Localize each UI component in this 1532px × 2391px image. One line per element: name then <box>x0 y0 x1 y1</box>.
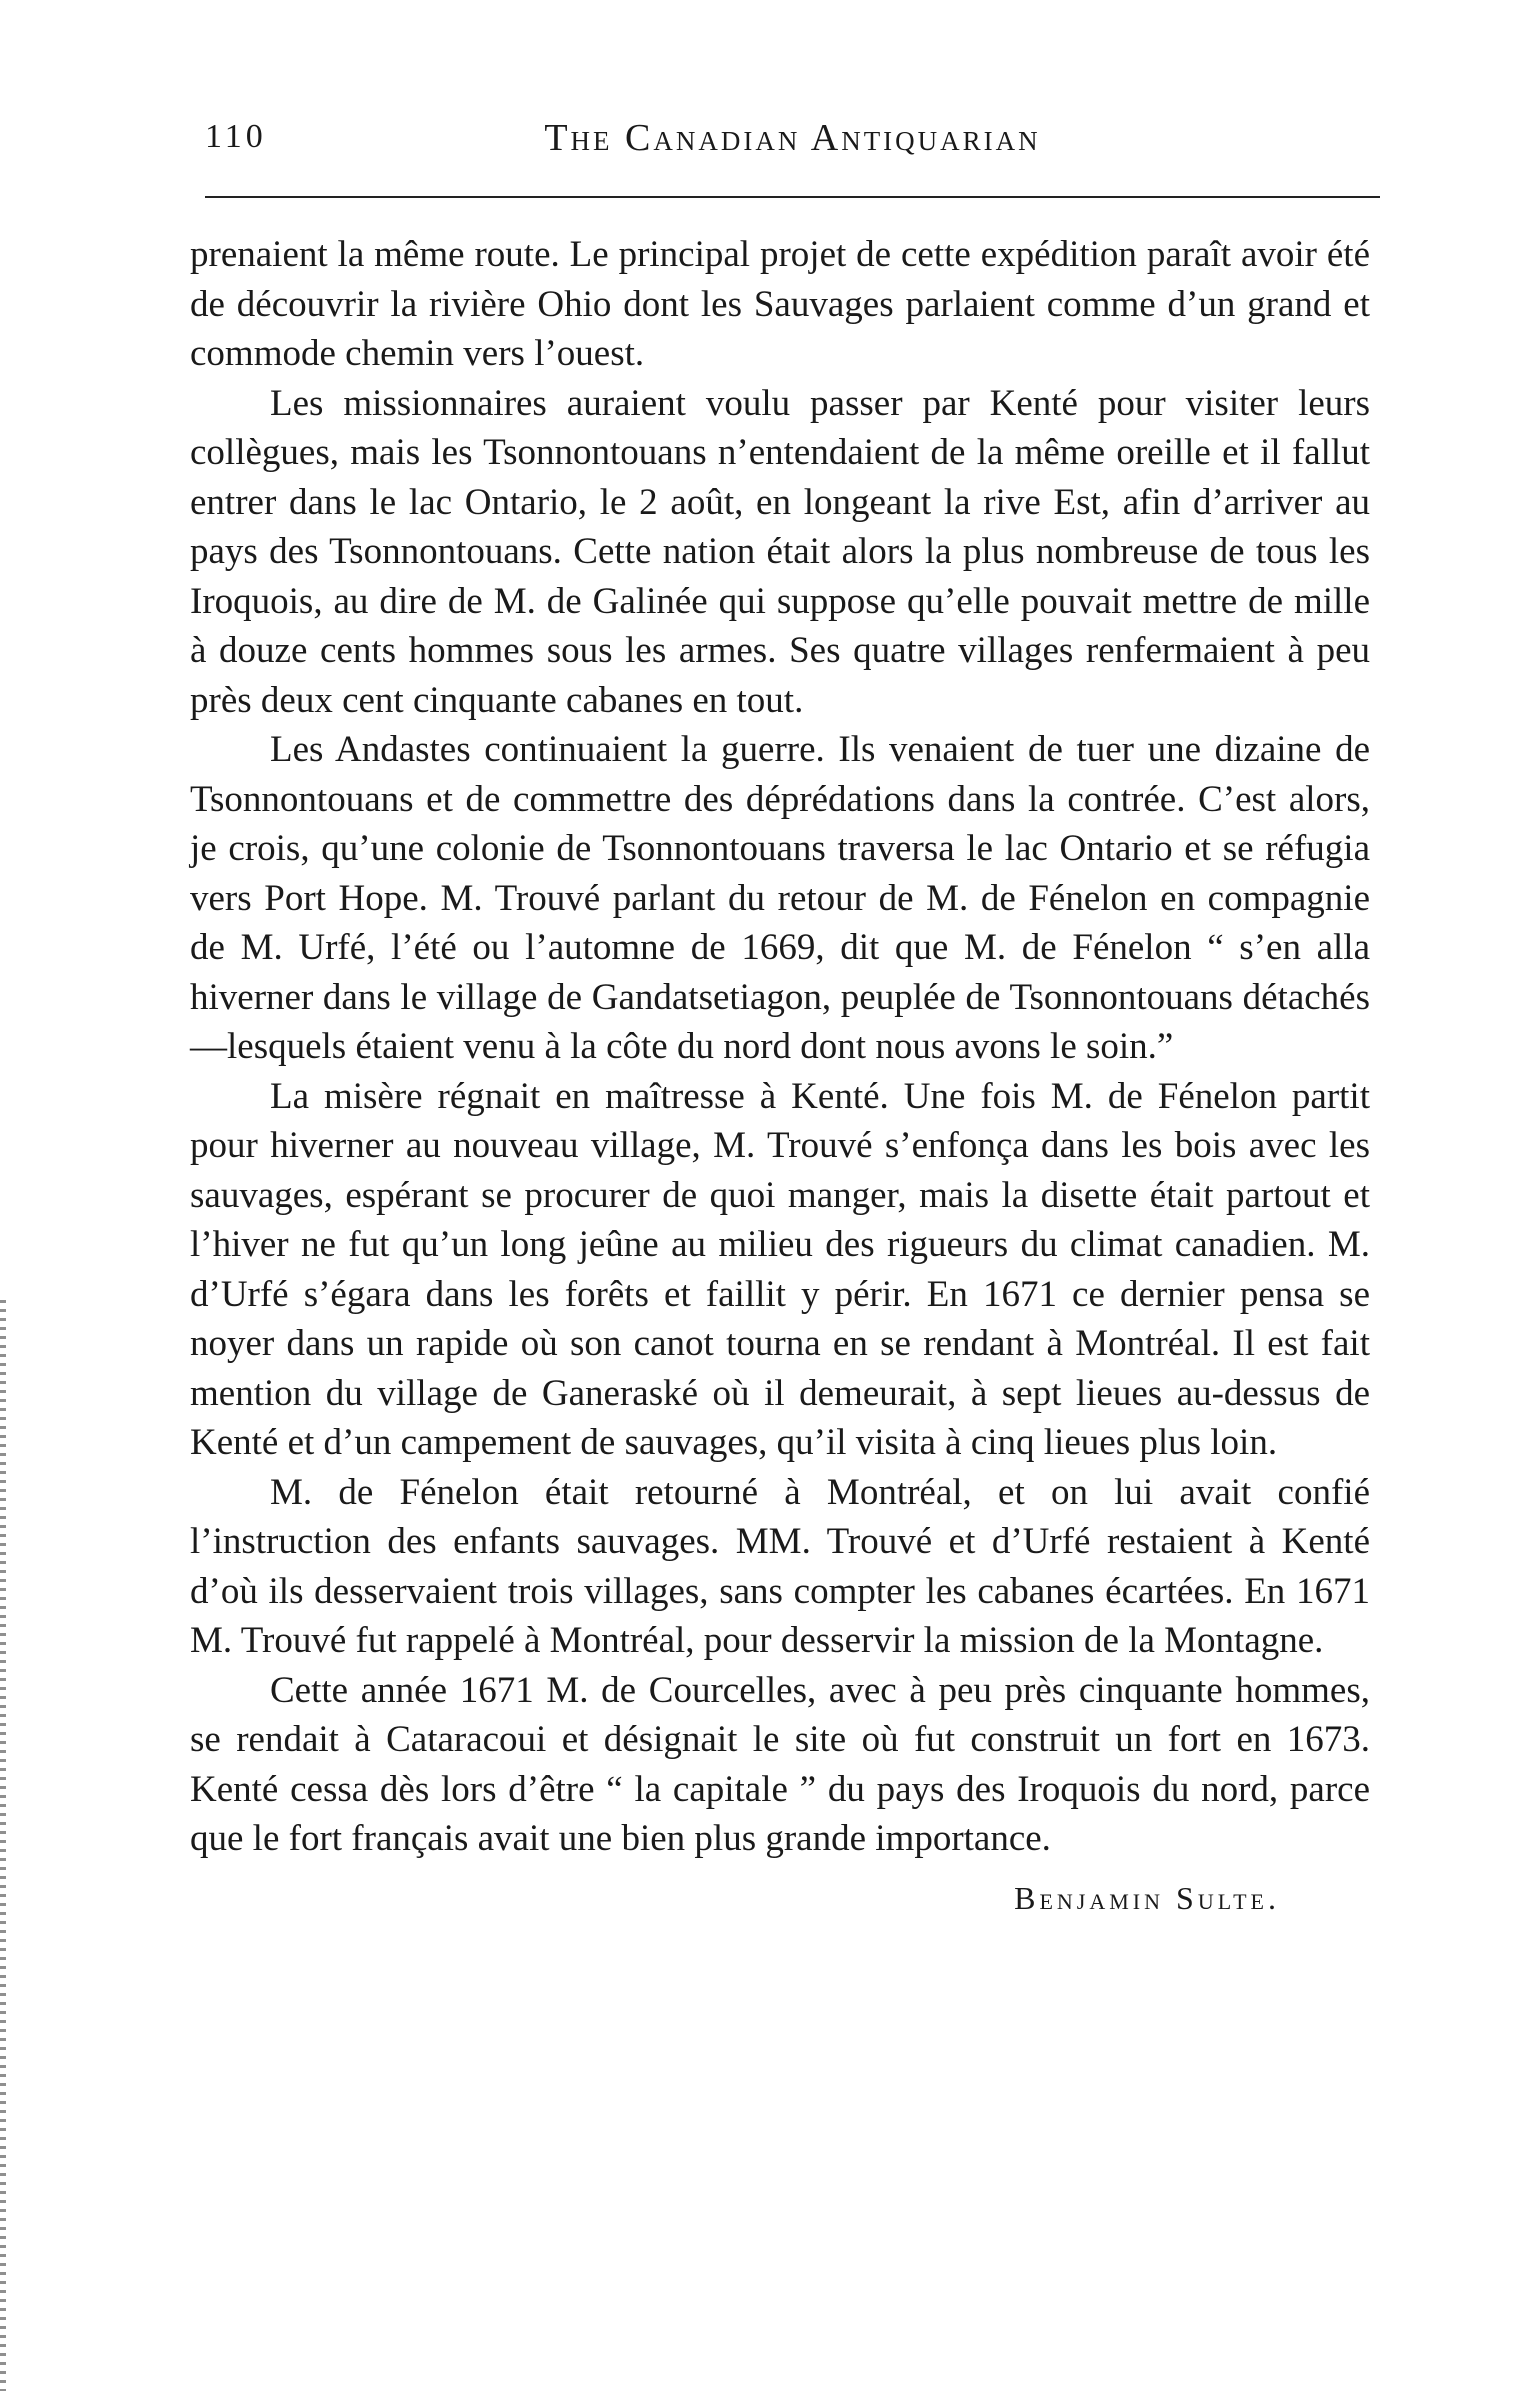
paragraph: prenaient la même route. Le principal projet de cette expédition paraît avoir été de découvrir la rivière Ohio dont les Sauvages parlaient comme d’un grand et commode chemin vers l’ouest. <box>190 234 1370 374</box>
paragraph: La misère régnait en maîtresse à Kenté. Une fois M. de Fénelon partit pour hiverner au nouveau village, M. Trouvé s’enfonça dans les bois avec les sauvages, espérant se procurer de quoi manger, mais la disette était partout et l’hiver ne fut qu’un long jeûne au milieu des rigueurs du climat canadien. M. d’Urfé s’égara dans les forêts et faillit y périr. En 1671 ce dernier pensa se noyer dans un rapide où son canot tourna en se rendant à Montréal. Il est fait mention du village de Ganeraské où il demeurait, à sept lieues au-dessus de Kenté et d’un campement de sauvages, qu’il visita à cinq lieues plus loin. <box>190 1075 1370 1463</box>
scan-edge-artifact <box>0 1300 6 2391</box>
author-signature: Benjamin Sulte. <box>1014 1879 1280 1916</box>
running-title: The Canadian Antiquarian <box>544 117 1041 159</box>
page-number: 110 <box>205 118 267 155</box>
paragraph: Les missionnaires auraient voulu passer par Kenté pour visiter leurs collègues, mais les Tsonnontouans n’entendaient de la même oreille et il fallut entrer dans le lac Ontario, le 2 août, en longeant la rive Est, afin d’arriver au pays des Tsonnontouans. Cette nation était alors la plus nombreuse de tous les Iroquois, au dire de M. de Galinée qui suppose qu’elle pouvait mettre de mille à douze cents hommes sous les armes. Ses quatre villages renfermaient à peu près deux cent cinquante cabanes en tout. <box>190 382 1370 721</box>
header-rule <box>205 196 1380 198</box>
paragraph: M. de Fénelon était retourné à Montréal, et on lui avait confié l’instruction des enfants sauvages. MM. Trouvé et d’Urfé restaient à Kenté d’où ils desservaient trois villages, sans compter les cabanes écartées. En 1671 M. Trouvé fut rappelé à Montréal, pour desservir la mission de la Montagne. <box>190 1471 1370 1661</box>
paragraph: Les Andastes continuaient la guerre. Ils venaient de tuer une dizaine de Tsonnontouans et de commettre des déprédations dans la contrée. C’est alors, je crois, qu’une colonie de Tsonnontouans traversa le lac Ontario et se réfugia vers Port Hope. M. Trouvé parlant du retour de M. de Fénelon en compagnie de M. Urfé, l’été ou l’automne de 1669, dit que M. de Fénelon “ s’en alla hiverner dans le village de Gandatsetiagon, peuplée de Tsonnontouans détachés—lesquels étaient venu à la côte du nord dont nous avons le soin.” <box>190 729 1370 1067</box>
article-body <box>190 230 1370 1923</box>
paragraph: Cette année 1671 M. de Courcelles, avec à peu près cinquante hommes, se rendait à Cataracoui et désignait le site où fut construit un fort en 1673. Kenté cessa dès lors d’être “ la capitale ” du pays des Iroquois du nord, parce que le fort français avait une bien plus grande importance. <box>190 1669 1370 1859</box>
page-header <box>205 112 1380 172</box>
